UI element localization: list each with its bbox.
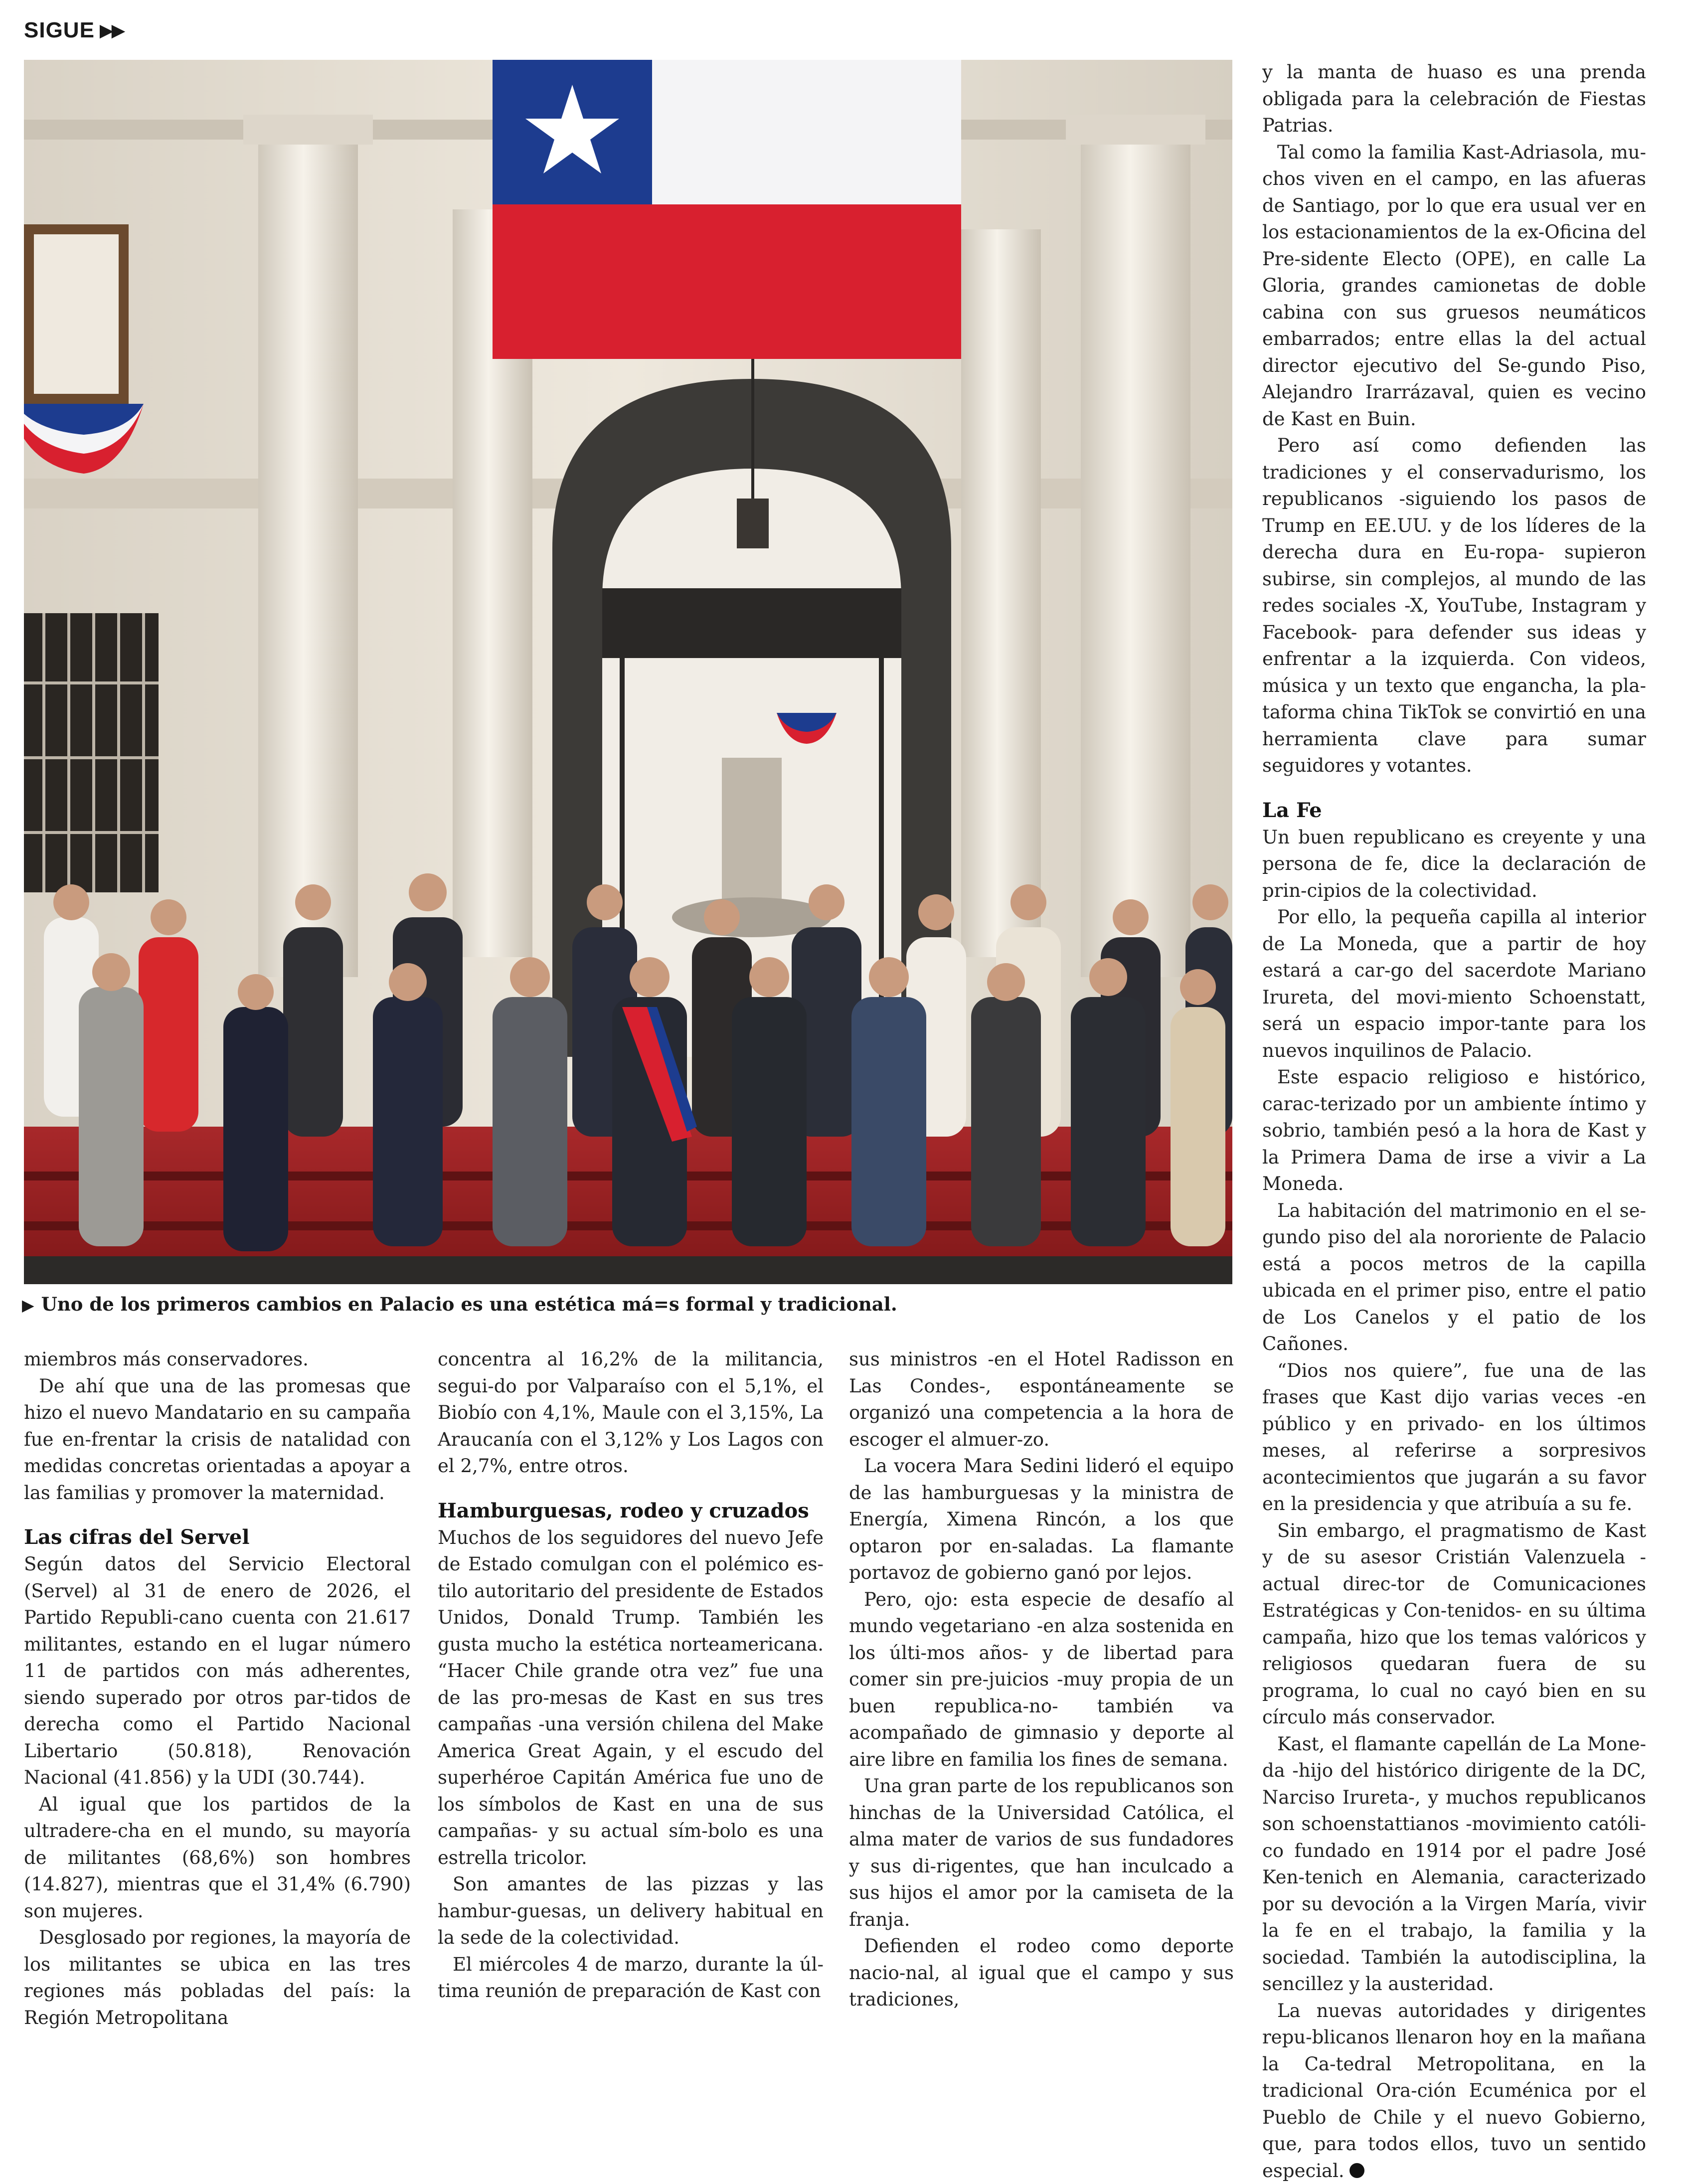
subheading-cifras-servel: Las cifras del Servel (24, 1524, 411, 1551)
paragraph: Pero así como defienden las tradiciones y el conservadurismo, los republicanos -siguiendo los pasos de Trump en EE.UU. y de los líderes de la derecha dura en Eu-ropa- supieron subirse, sin complejos, al mundo de las redes sociales -X, YouTube, Instagram y Facebook- para defender sus ideas y enfrentar a la izquierda. Con videos, música y un texto que engancha, la pla-taforma china TikTok se convirtió en una herramienta clave para sumar seguidores y votantes. (1262, 432, 1646, 779)
paragraph: La vocera Mara Sedini lideró el equipo de las hamburguesas y la ministra de Energía, Ximena Rincón, a los que optaron por en-saladas. La flamante portavoz de gobierno ganó por lejos. (849, 1453, 1234, 1586)
paragraph: De ahí que una de las promesas que hizo el nuevo Mandatario en su campaña fue en-frentar la crisis de natalidad con medidas concretas orientadas a apoyar a las familias y promover la maternidad. (24, 1373, 411, 1507)
photo-caption (22, 1290, 1238, 1319)
paragraph: sus ministros -en el Hotel Radisson en Las Condes-, espontáneamente se organizó una competencia a la hora de escoger el almuer-zo. (849, 1346, 1234, 1453)
triangle-right-icon: ▶ (22, 1291, 34, 1319)
paragraph: Muchos de los seguidores del nuevo Jefe de Estado comulgan con el polémico es-tilo autoritario del presidente de Estados Unidos, Donald Trump. También les gusta mucho la estética norteamericana. “Hacer Chile grande otra vez” fue una de las pro-mesas de Kast en sus tres campañas -una versión chilena del Make America Great Again, y el escudo del superhéroe Capitán América fue uno de los símbolos de Kast en una de sus campañas- y su actual sím-bolo es una estrella tricolor. (438, 1524, 824, 1871)
subheading-hamburguesas: Hamburguesas, rodeo y cruzados (438, 1498, 824, 1524)
paragraph: Kast, el flamante capellán de La Mone-da -hijo del histórico dirigente de la DC, Narciso Irureta-, y muchos republicanos son schoenstattianos -movimiento católi-co fundado en 1914 por el padre José Ken-tenich en Alemania, caracterizado por su devoción a la Virgen María, vivir la fe en el trabajo, la familia y la sociedad. También la autodisciplina, la sencillez y la austeridad. (1262, 1731, 1646, 1998)
final-paragraph-text: La nuevas autoridades y dirigentes repu-blicanos llenaron hoy en la mañana la Ca-tedral Metropolitana, en la tradicional Ora-ción Ecuménica por el Pueblo de Chile y el nuevo Gobierno, que, para todos ellos, tuvo un sentido especial. (1262, 2000, 1646, 2182)
paragraph: Son amantes de las pizzas y las hambur-guesas, un delivery habitual en la sede de la colectividad. (438, 1871, 824, 1951)
paragraph: Desglosado por regiones, la mayoría de los militantes se ubica en las tres regiones más pobladas del país: la Región Metropolitana (24, 1924, 411, 2031)
paragraph: Defienden el rodeo como deporte nacio-nal, al igual que el campo y sus tradiciones, (849, 1933, 1234, 2013)
cover-photo (24, 60, 1232, 1284)
article-column-3 (849, 1346, 1234, 2013)
article-column-1 (24, 1346, 411, 2031)
article-column-2 (438, 1346, 824, 2005)
photo-illustration (24, 60, 1232, 1284)
article-column-4 (1262, 59, 1646, 2184)
end-of-article-dot-icon (1349, 2163, 1364, 2178)
paragraph: Al igual que los partidos de la ultradere-cha en el mundo, su mayoría de militantes (68,6%) son hombres (14.827), mientras que el 31,4% (6.790) son mujeres. (24, 1791, 411, 1925)
paragraph-final (1262, 1998, 1646, 2184)
double-triangle-right-icon: ▶▶ (100, 20, 123, 41)
flag-red-band (493, 204, 961, 359)
paragraph: Sin embargo, el pragmatismo de Kast y de su asesor Cristián Valenzuela -actual direc-tor de Comunicaciones Estratégicas y Con-tenidos- en su última campaña, hizo que los temas valóricos y religiosos quedaran fuera de su programa, lo cual no cayó bien en su círculo más conservador. (1262, 1517, 1646, 1731)
paragraph: Según datos del Servicio Electoral (Servel) al 31 de enero de 2026, el Partido Republi-cano cuenta con 21.617 militantes, estando en el lugar número 11 de partidos con más adherentes, siendo superado por otros par-tidos de derecha como el Partido Nacional Libertario (50.818), Renovación Nacional (41.856) y la UDI (30.744). (24, 1551, 411, 1791)
paragraph: Pero, ojo: esta especie de desafío al mundo vegetariano -en alza sostenida en los últi-mos años- y de libertad para comer sin pre-juicios -muy propia de un buen republica-no- también va acompañado de gimnasio y deporte al aire libre en familia los fines de semana. (849, 1586, 1234, 1773)
paragraph: y la manta de huaso es una prenda obligada para la celebración de Fiestas Patrias. (1262, 59, 1646, 139)
paragraph: Por ello, la pequeña capilla al interior de La Moneda, que a partir de hoy estará a car-go del sacerdote Mariano Irureta, del movi-miento Schoenstatt, será un espacio impor-tante para los nuevos inquilinos de Palacio. (1262, 904, 1646, 1064)
section-label-sigue (24, 18, 123, 43)
paragraph: Un buen republicano es creyente y una persona de fe, dice la declaración de prin-cipios de la colectividad. (1262, 824, 1646, 904)
paragraph: miembros más conservadores. (24, 1346, 411, 1373)
subheading-la-fe: La Fe (1262, 797, 1646, 824)
paragraph: Una gran parte de los republicanos son hinchas de la Universidad Católica, el alma mater de varios de sus fundadores y sus di-rigentes, que han inculcado a sus hijos el amor por la camiseta de la franja. (849, 1773, 1234, 1933)
paragraph: Este espacio religioso e histórico, carac-terizado por un ambiente íntimo y sobrio, también pesó a la hora de Kast y la Primera Dama de irse a vivir a La Moneda. (1262, 1064, 1646, 1197)
paragraph: Tal como la familia Kast-Adriasola, mu-chos viven en el campo, en las afueras de Santiago, por lo que era usual ver en los estacionamientos de la ex-Oficina del Pre-sidente Electo (OPE), en calle La Gloria, grandes camionetas de doble cabina con sus gruesos neumáticos embarrados; entre ellas la del actual director ejecutivo del Se-gundo Piso, Alejandro Irarrázaval, quien es vecino de Kast en Buin. (1262, 139, 1646, 433)
paragraph: concentra al 16,2% de la militancia, segui-do por Valparaíso con el 5,1%, el Biobío con 4,1%, Maule con el 3,15%, La Araucanía con el 3,12% y Los Lagos con el 2,7%, entre otros. (438, 1346, 824, 1480)
paragraph: La habitación del matrimonio en el se-gundo piso del ala nororiente de Palacio está a pocos metros de la capilla ubicada en el primer piso, entre el patio de Los Canelos y el patio de los Cañones. (1262, 1197, 1646, 1357)
sigue-label: SIGUE (24, 18, 95, 43)
paragraph: El miércoles 4 de marzo, durante la úl-tima reunión de preparación de Kast con (438, 1951, 824, 2005)
caption-text: Uno de los primeros cambios en Palacio es una estética má=s formal y tradicional. (41, 1293, 897, 1315)
paragraph: “Dios nos quiere”, fue una de las frases que Kast dijo varias veces -en público y en privado- en los últimos meses, al referirse a sorpresivos acontecimientos que jugarán a su favor en la presidencia y que atribuía a su fe. (1262, 1357, 1646, 1517)
